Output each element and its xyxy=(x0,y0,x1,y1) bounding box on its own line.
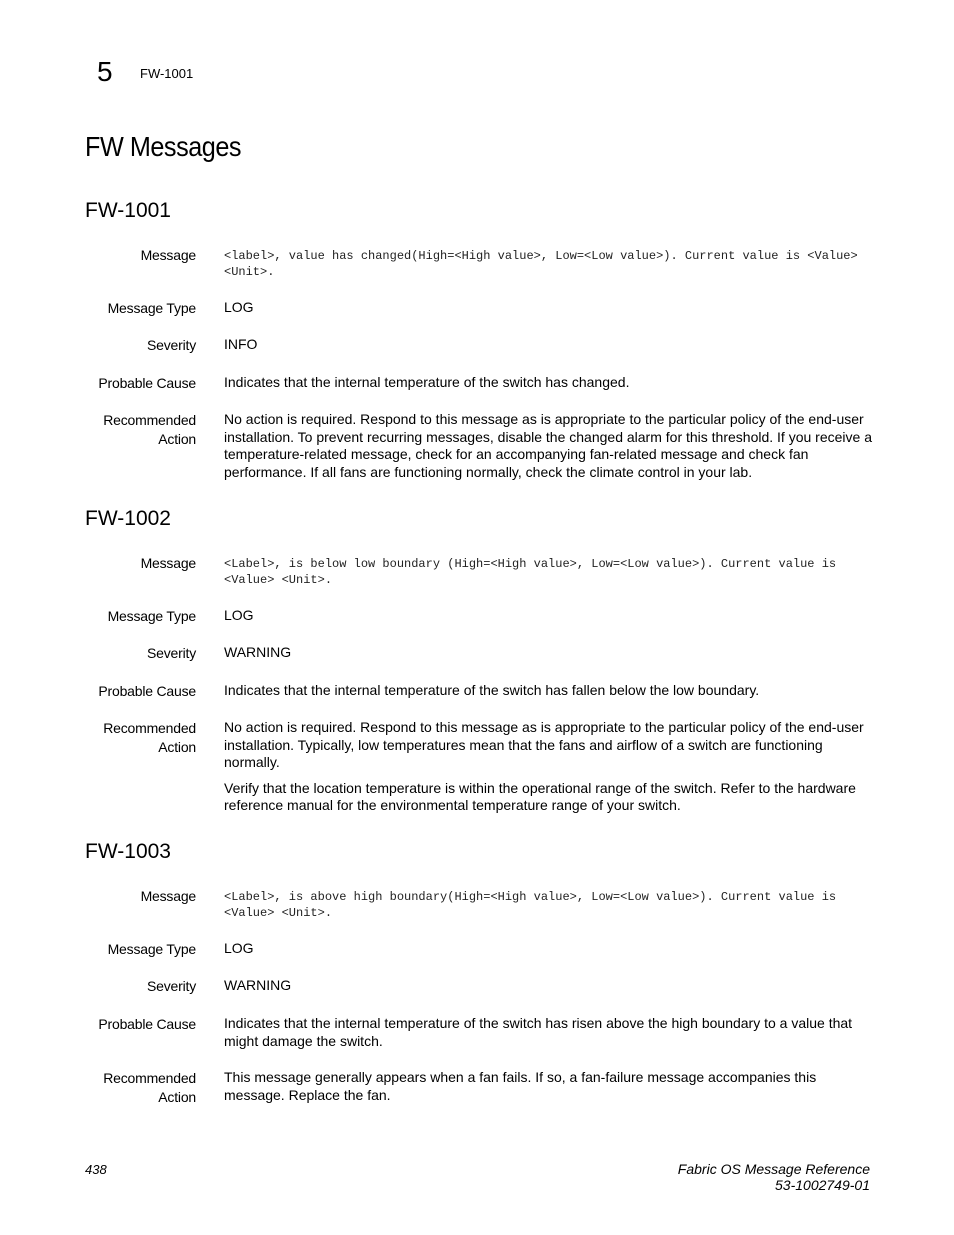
section-title-fw-1001: FW-1001 xyxy=(85,199,171,222)
recommended-action-label xyxy=(66,411,196,449)
message-label: Message xyxy=(140,888,196,904)
probable-cause-value: Indicates that the internal temperature of the switch has risen above the high boundary to a value that might damage the switch. xyxy=(224,1015,853,1049)
severity-value: INFO xyxy=(224,336,258,352)
recommended-action-paragraph: This message generally appears when a fan fails. If so, a fan-failure message accompanies this message. Replace the fan. xyxy=(224,1069,817,1103)
message-type-label: Message Type xyxy=(107,941,196,957)
chapter-number: 5 xyxy=(97,56,113,87)
recommended-label-line2: Action xyxy=(158,739,196,755)
message-text: <Label>, is below low boundary (High=<High value>, Low=<Low value>). Current value is <Value> <Unit>. xyxy=(224,557,837,587)
message-type-label: Message Type xyxy=(107,608,196,624)
severity-label: Severity xyxy=(147,337,196,353)
severity-label: Severity xyxy=(147,978,196,994)
recommended-action-value xyxy=(224,1069,874,1112)
message-type-value: LOG xyxy=(224,299,254,315)
recommended-action-paragraph: No action is required. Respond to this message as is appropriate to the particular policy of the end-user installation. Typically, low temperatures mean that the fans and airflow of a switch are functioning normally. xyxy=(224,719,864,770)
page-number: 438 xyxy=(85,1162,107,1177)
probable-cause-label: Probable Cause xyxy=(98,683,196,699)
message-type-value: LOG xyxy=(224,607,254,623)
recommended-label-line1: Recommended xyxy=(103,412,196,428)
recommended-label-line1: Recommended xyxy=(103,1070,196,1086)
running-head: FW-1001 xyxy=(140,66,194,81)
severity-value: WARNING xyxy=(224,644,292,660)
message-text: <label>, value has changed(High=<High value>, Low=<Low value>). Current value is <Value> <Unit>. xyxy=(224,249,858,279)
recommended-action-paragraph: Verify that the location temperature is within the operational range of the switch. Refer to the hardware reference manual for the environmental temperature range of your switch. xyxy=(224,779,856,813)
message-text: <Label>, is above high boundary(High=<High value>, Low=<Low value>). Current value is <Value> <Unit>. xyxy=(224,890,837,920)
recommended-action-label xyxy=(66,1069,196,1107)
severity-value: WARNING xyxy=(224,977,292,993)
section-title-fw-1003: FW-1003 xyxy=(85,840,171,863)
section-title-fw-1002: FW-1002 xyxy=(85,507,171,530)
recommended-label-line1: Recommended xyxy=(103,720,196,736)
message-type-value: LOG xyxy=(224,940,254,956)
probable-cause-value: Indicates that the internal temperature of the switch has fallen below the low boundary. xyxy=(224,682,760,698)
page-title: FW Messages xyxy=(85,131,242,162)
recommended-label-line2: Action xyxy=(158,431,196,447)
footer-doc-info xyxy=(678,1161,870,1193)
recommended-action-paragraph: No action is required. Respond to this message as is appropriate to the particular policy of the end-user installation. To prevent recurring messages, disable the changed alarm for this threshold. If you receive a temperature-related message, check for an accompanying fan-related message and check fan performance. If all fans are functioning normally, check the climate control in your lab. xyxy=(224,411,872,480)
recommended-action-value xyxy=(224,719,874,823)
message-type-label: Message Type xyxy=(107,300,196,316)
severity-label: Severity xyxy=(147,645,196,661)
message-label: Message xyxy=(140,247,196,263)
probable-cause-label: Probable Cause xyxy=(98,1016,196,1032)
probable-cause-value: Indicates that the internal temperature of the switch has changed. xyxy=(224,374,630,390)
footer-doc-number: 53-1002749-01 xyxy=(775,1177,870,1193)
footer-doc-title: Fabric OS Message Reference xyxy=(677,1161,870,1177)
recommended-action-label xyxy=(66,719,196,757)
probable-cause-label: Probable Cause xyxy=(98,375,196,391)
recommended-label-line2: Action xyxy=(158,1089,196,1105)
recommended-action-value xyxy=(224,411,874,489)
message-label: Message xyxy=(140,555,196,571)
